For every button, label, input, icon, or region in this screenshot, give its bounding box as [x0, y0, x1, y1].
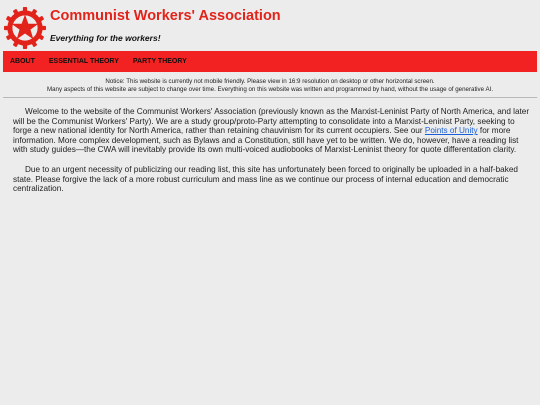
- star-gear-logo-icon[interactable]: [4, 7, 46, 49]
- notice-divider: [3, 97, 537, 98]
- welcome-text-end: for more information. More complex development, such as Bylaws and a Constitution, still have yet to be written. We do, however, have a reading list with study guides—the CWA will inevitably provide its own multi-voiced audiobooks of Marxist-Leninist theory for quote differentation clarity.: [13, 126, 519, 155]
- main-navbar: [3, 51, 537, 72]
- points-of-unity-link[interactable]: Points of Unity: [424, 126, 478, 136]
- notice-line-1: Notice: This website is currently not mobile friendly. Please view in 16:9 resolution on desktop or other horizontal screen.: [105, 78, 435, 85]
- site-notice: [3, 78, 537, 94]
- welcome-paragraph: [13, 107, 535, 155]
- site-title[interactable]: Communist Workers' Association: [50, 8, 281, 24]
- main-content: [13, 107, 535, 204]
- site-header: [0, 0, 540, 50]
- site-tagline: Everything for the workers!: [50, 33, 161, 43]
- nav-item-essential-theory[interactable]: ESSENTIAL THEORY: [48, 58, 119, 65]
- nav-item-party-theory[interactable]: PARTY THEORY: [132, 58, 187, 65]
- notice-paragraph: Due to an urgent necessity of publicizing our reading list, this site has unfortunately been forced to originally be uploaded in a half-baked state. Please forgive the lack of a more robust curriculum and mass line as we continue our process of internal education and democratic centralization.: [13, 164, 518, 194]
- nav-item-about[interactable]: ABOUT: [10, 58, 35, 65]
- notice-line-2: Many aspects of this website are subject to change over time. Everything on this website was written and programmed by hand, without the usage of generative AI.: [46, 86, 494, 93]
- welcome-text-start: Welcome to the website of the Communist Workers' Association (previously known as the Marxist-Leninist Party of North America, and later will be the Communist Workers' Party). We are a study group/proto-Party attempting to consolidate into a Marxist-Leninist Party, seeking to forge a new national identity for North America, rather than retaining chauvinism for its current occupiers. See our: [13, 107, 530, 136]
